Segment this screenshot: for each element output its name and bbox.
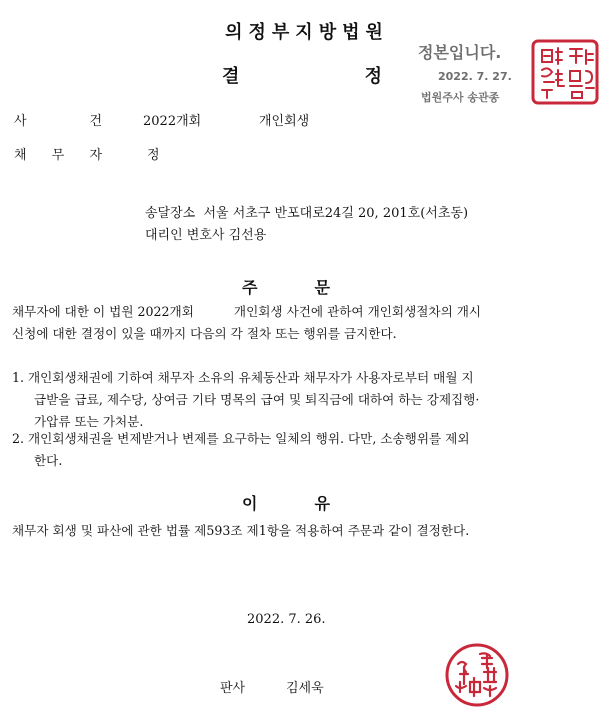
order-item-1 <box>12 367 602 433</box>
debtor-name: 정 <box>147 148 160 163</box>
delivery-address: 송달장소 서울 서초구 반포대로24길 20, 201호(서초동) <box>145 206 469 221</box>
order-item-2 <box>12 428 602 472</box>
document-type-char: 결 <box>222 66 240 87</box>
case-number: 2022개회 <box>143 114 202 129</box>
document-type <box>222 62 382 88</box>
judge-title: 판사 <box>220 681 246 696</box>
order-item-line: 한다. <box>34 453 63 468</box>
delivery-agent: 대리인 변호사 김선용 <box>145 228 267 243</box>
order-item-line: 2. 개인회생채권을 변제받거나 변제를 요구하는 일체의 행위. 다만, 소송행위를 제외 <box>12 431 470 446</box>
certification-date: 2022. 7. 27. <box>438 70 512 83</box>
judge-seal-icon <box>444 642 510 708</box>
order-heading-char: 문 <box>314 278 330 297</box>
debtor-label-char: 채 <box>14 148 27 163</box>
case-name: 개인회생 <box>259 114 310 129</box>
reasons-heading-char: 유 <box>314 494 330 513</box>
debtor-label <box>14 144 102 163</box>
case-label-char: 건 <box>89 114 102 129</box>
judge-name: 김세욱 <box>286 681 324 696</box>
reasons-text: 채무자 회생 및 파산에 관한 법률 제593조 제1항을 적용하여 주문과 같이 결정한다. <box>12 523 470 538</box>
order-heading-char: 주 <box>242 278 258 297</box>
court-seal-icon <box>530 38 600 106</box>
order-item-line: 가압류 또는 가처분. <box>34 414 144 429</box>
decision-date: 2022. 7. 26. <box>247 612 326 627</box>
document-type-char: 정 <box>364 66 382 87</box>
order-intro-line: 채무자에 대한 이 법원 2022개회 개인회생 사건에 관하여 개인회생절차의 개시 <box>12 304 482 319</box>
order-heading <box>242 275 330 298</box>
court-name: 의정부지방법원 <box>225 22 389 43</box>
debtor-label-char: 무 <box>51 148 65 163</box>
reasons-heading <box>242 491 330 514</box>
order-intro <box>12 301 602 345</box>
certification-text: 정본입니다. <box>418 43 502 62</box>
order-item-line: 1. 개인회생채권에 기하여 채무자 소유의 유체동산과 채무자가 사용자로부터 매월 지 <box>12 370 474 385</box>
case-label <box>14 110 102 129</box>
reasons-heading-char: 이 <box>242 494 258 513</box>
order-item-line: 급받을 급료, 제수당, 상여금 기타 명목의 급여 및 퇴직금에 대하여 하는 강제집행· <box>34 392 480 407</box>
debtor-label-char: 자 <box>89 148 102 163</box>
certification-officer: 법원주사 송관종 <box>421 91 500 104</box>
case-label-char: 사 <box>14 114 27 129</box>
order-intro-line: 신청에 대한 결정이 있을 때까지 다음의 각 절차 또는 행위를 금지한다. <box>12 326 397 341</box>
